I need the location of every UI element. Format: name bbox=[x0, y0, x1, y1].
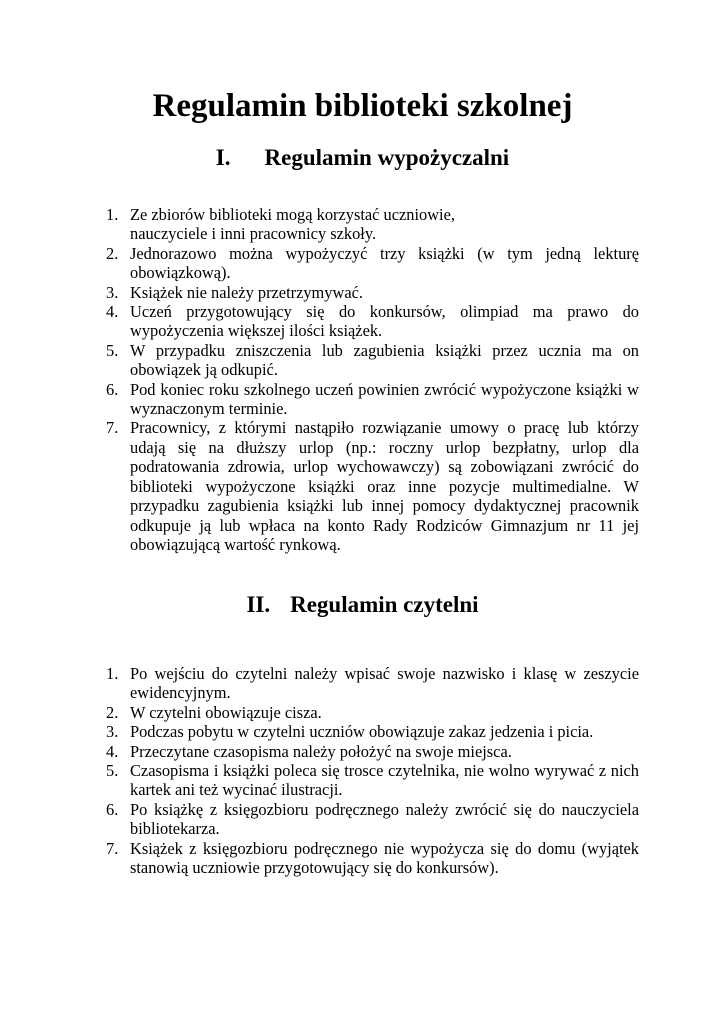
list-item bbox=[106, 761, 639, 800]
list-item bbox=[106, 664, 639, 703]
list-item-number: 5. bbox=[106, 340, 119, 360]
list-item bbox=[106, 205, 639, 244]
list-item-number: 7. bbox=[106, 418, 119, 438]
list-item-text: Jednorazowo można wypożyczyć trzy książki (w tym jedną lekturę obowiązkową). bbox=[130, 243, 639, 283]
list-item-number: 6. bbox=[106, 799, 119, 819]
section-heading-reading-room bbox=[0, 590, 725, 620]
list-item-text: Uczeń przygotowujący się do konkursów, olimpiad ma prawo do wypożyczenia większej ilości książek. bbox=[130, 302, 639, 341]
section-number: I. bbox=[215, 145, 231, 170]
list-item-number: 2. bbox=[106, 702, 119, 722]
list-item-text: Pracownicy, z którymi nastąpiło rozwiązanie umowy o pracę lub którzy udają się na dłuższy urlop (np.: roczny urlop bezpłatny, urlop dla podratowania zdrowia, urlop wychowawczy) są zobowiązani zwrócić do biblioteki wypożyczone książki oraz inne pozycje multimedialne. W przypadku zagubienia książki lub innej pomocy dydaktycznej pracownik odkupuje ją lub wpłaca na konto Rady Rodziców Gimnazjum nr 11 jej obowiązującą wartość rynkową. bbox=[130, 418, 639, 554]
list-item bbox=[106, 380, 639, 419]
list-item-text: Po książkę z księgozbioru podręcznego należy zwrócić się do nauczyciela bibliotekarza. bbox=[130, 799, 639, 839]
list-item-text: Po wejściu do czytelni należy wpisać swoje nazwisko i klasę w zeszycie ewidencyjnym. bbox=[130, 664, 639, 703]
list-item bbox=[106, 742, 639, 761]
section-title: Regulamin wypożyczalni bbox=[264, 145, 510, 170]
list-item bbox=[106, 302, 639, 341]
reading-room-rules-list bbox=[106, 664, 639, 877]
section-title: Regulamin czytelni bbox=[290, 592, 479, 617]
section-heading-lending bbox=[0, 143, 725, 173]
list-item-text: Ze zbiorów biblioteki mogą korzystać uczniowie, nauczyciele i inni pracownicy szkoły. bbox=[130, 205, 455, 244]
list-item-number: 3. bbox=[106, 282, 119, 302]
list-item-number: 2. bbox=[106, 243, 119, 263]
section-number: II. bbox=[246, 592, 271, 617]
lending-rules-list bbox=[106, 205, 639, 554]
list-item bbox=[106, 800, 639, 839]
list-item-text: Książek z księgozbioru podręcznego nie wypożycza się do domu (wyjątek stanowią uczniowie przygotowujący się do konkursów). bbox=[130, 838, 639, 878]
list-item-text: W czytelni obowiązuje cisza. bbox=[130, 702, 322, 722]
list-item-text: Pod koniec roku szkolnego uczeń powinien zwrócić wypożyczone książki w wyznaczonym terminie. bbox=[130, 379, 639, 419]
list-item-text: Czasopisma i książki poleca się trosce czytelnika, nie wolno wyrywać z nich kartek ani też wycinać ilustracji. bbox=[130, 761, 639, 800]
list-item-text: Podczas pobytu w czytelni uczniów obowiązuje zakaz jedzenia i picia. bbox=[130, 722, 594, 742]
list-item bbox=[106, 283, 639, 302]
list-item-number: 4. bbox=[106, 302, 119, 322]
list-item bbox=[106, 839, 639, 878]
list-item bbox=[106, 418, 639, 554]
list-item bbox=[106, 722, 639, 741]
list-item-number: 1. bbox=[106, 664, 119, 683]
list-item-number: 3. bbox=[106, 722, 119, 742]
list-item-text: Przeczytane czasopisma należy położyć na swoje miejsca. bbox=[130, 741, 512, 761]
list-item-text: W przypadku zniszczenia lub zagubienia książki przez ucznia ma on obowiązek ją odkupić. bbox=[130, 340, 639, 380]
list-item-text: Książek nie należy przetrzymywać. bbox=[130, 282, 363, 302]
list-item bbox=[106, 703, 639, 722]
list-item-number: 1. bbox=[106, 205, 119, 224]
list-item-number: 7. bbox=[106, 838, 119, 858]
list-item bbox=[106, 244, 639, 283]
document-title: Regulamin biblioteki szkolnej bbox=[152, 88, 573, 124]
list-item bbox=[106, 341, 639, 380]
list-item-number: 6. bbox=[106, 379, 119, 399]
list-item-number: 5. bbox=[106, 761, 119, 781]
list-item-number: 4. bbox=[106, 741, 119, 761]
